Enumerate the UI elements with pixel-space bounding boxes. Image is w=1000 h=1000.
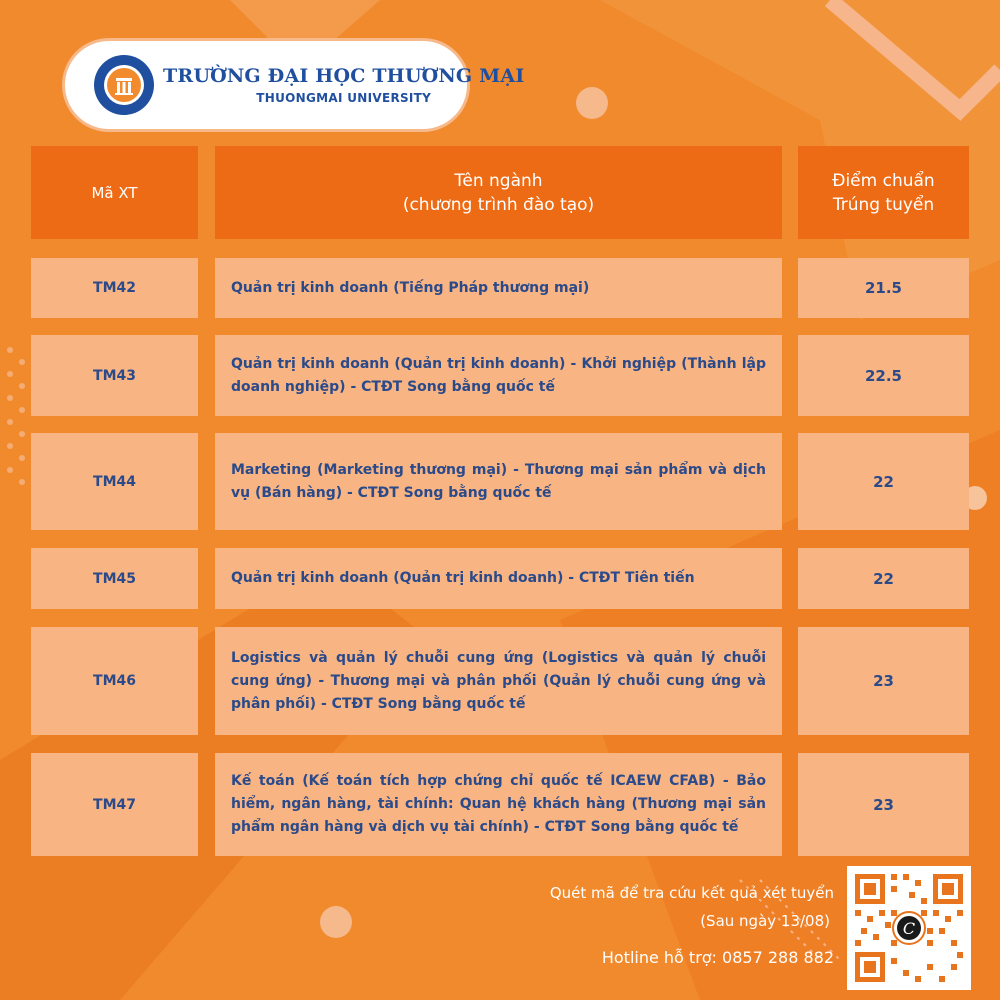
university-name <box>163 65 524 105</box>
row-code-text: TM45 <box>93 570 136 587</box>
scan-instruction: Quét mã để tra cứu kết quả xét tuyển <box>549 884 834 902</box>
qr-center-logo: C <box>902 919 916 938</box>
header-score-line1: Điểm chuẩn <box>832 170 935 191</box>
row-code-text: TM46 <box>93 673 136 689</box>
header-score-line2: Trúng tuyển <box>832 194 935 215</box>
header-code-label: Mã XT <box>91 183 138 202</box>
row-score-text: 22 <box>873 569 894 588</box>
row-code <box>31 335 198 416</box>
row-code-text: TM44 <box>93 473 136 490</box>
row-program-text: Marketing (Marketing thương mại) - Thương mại sản phẩm và dịch vụ (Bán hàng) - CTĐT Song bằng quốc tế <box>231 461 766 501</box>
row-code-text: TM42 <box>93 280 136 296</box>
header-program-line1: Tên ngành <box>454 170 543 191</box>
row-score-text: 22.5 <box>864 366 902 385</box>
header-code <box>31 146 198 239</box>
university-logo-card <box>62 38 525 132</box>
hotline: Hotline hỗ trợ: 0857 288 882 <box>601 948 834 967</box>
row-score-text: 23 <box>873 795 894 814</box>
date-note: (Sau ngày 13/08) <box>700 912 830 930</box>
row-code <box>31 258 198 318</box>
row-score <box>798 548 969 609</box>
row-score <box>798 627 969 735</box>
header-score <box>798 146 969 239</box>
row-program-name <box>215 258 782 318</box>
row-program-name <box>215 627 782 735</box>
row-program-name <box>215 548 782 609</box>
row-score-text: 22 <box>873 472 894 491</box>
row-program-text: Quản trị kinh doanh (Quản trị kinh doanh) - Khởi nghiệp (Thành lập doanh nghiệp) - CTĐT Song bằng quốc tế <box>231 355 766 395</box>
row-code-text: TM47 <box>93 796 136 813</box>
row-score-text: 21.5 <box>864 279 902 297</box>
university-name-vi: TRƯỜNG ĐẠI HỌC THƯƠNG MẠI <box>163 65 525 87</box>
university-seal-icon <box>93 54 155 116</box>
row-program-name <box>215 433 782 530</box>
row-program-name <box>215 335 782 416</box>
row-code <box>31 753 198 856</box>
university-name-en: THUONGMAI UNIVERSITY <box>256 91 432 105</box>
row-code <box>31 433 198 530</box>
row-score <box>798 335 969 416</box>
qr-code-image <box>847 866 971 990</box>
row-score <box>798 258 969 318</box>
row-program-text: Logistics và quản lý chuỗi cung ứng (Logistics và quản lý chuỗi cung ứng) - Thương mại và phân phối (Quản lý chuỗi cung ứng và phân phối) - CTĐT Song bằng quốc tế <box>231 649 766 712</box>
row-program-text: Quản trị kinh doanh (Tiếng Pháp thương mại) <box>231 279 590 296</box>
row-program-name <box>215 753 782 856</box>
row-program-text: Quản trị kinh doanh (Quản trị kinh doanh) - CTĐT Tiên tiến <box>231 570 695 586</box>
row-program-text: Kế toán (Kế toán tích hợp chứng chỉ quốc tế ICAEW CFAB) - Bảo hiểm, ngân hàng, tài chính: Quan hệ khách hàng (Thương mại sản phẩm ngân hàng và dịch vụ tài chính) - CTĐT Song bằng quốc tế <box>231 773 766 835</box>
qr-code[interactable] <box>847 866 971 990</box>
row-code <box>31 548 198 609</box>
row-score-text: 23 <box>873 672 894 690</box>
row-code <box>31 627 198 735</box>
row-score <box>798 433 969 530</box>
row-code-text: TM43 <box>93 367 136 384</box>
header-program-name <box>215 146 782 239</box>
header-program-line2: (chương trình đào tạo) <box>402 194 595 215</box>
row-score <box>798 753 969 856</box>
